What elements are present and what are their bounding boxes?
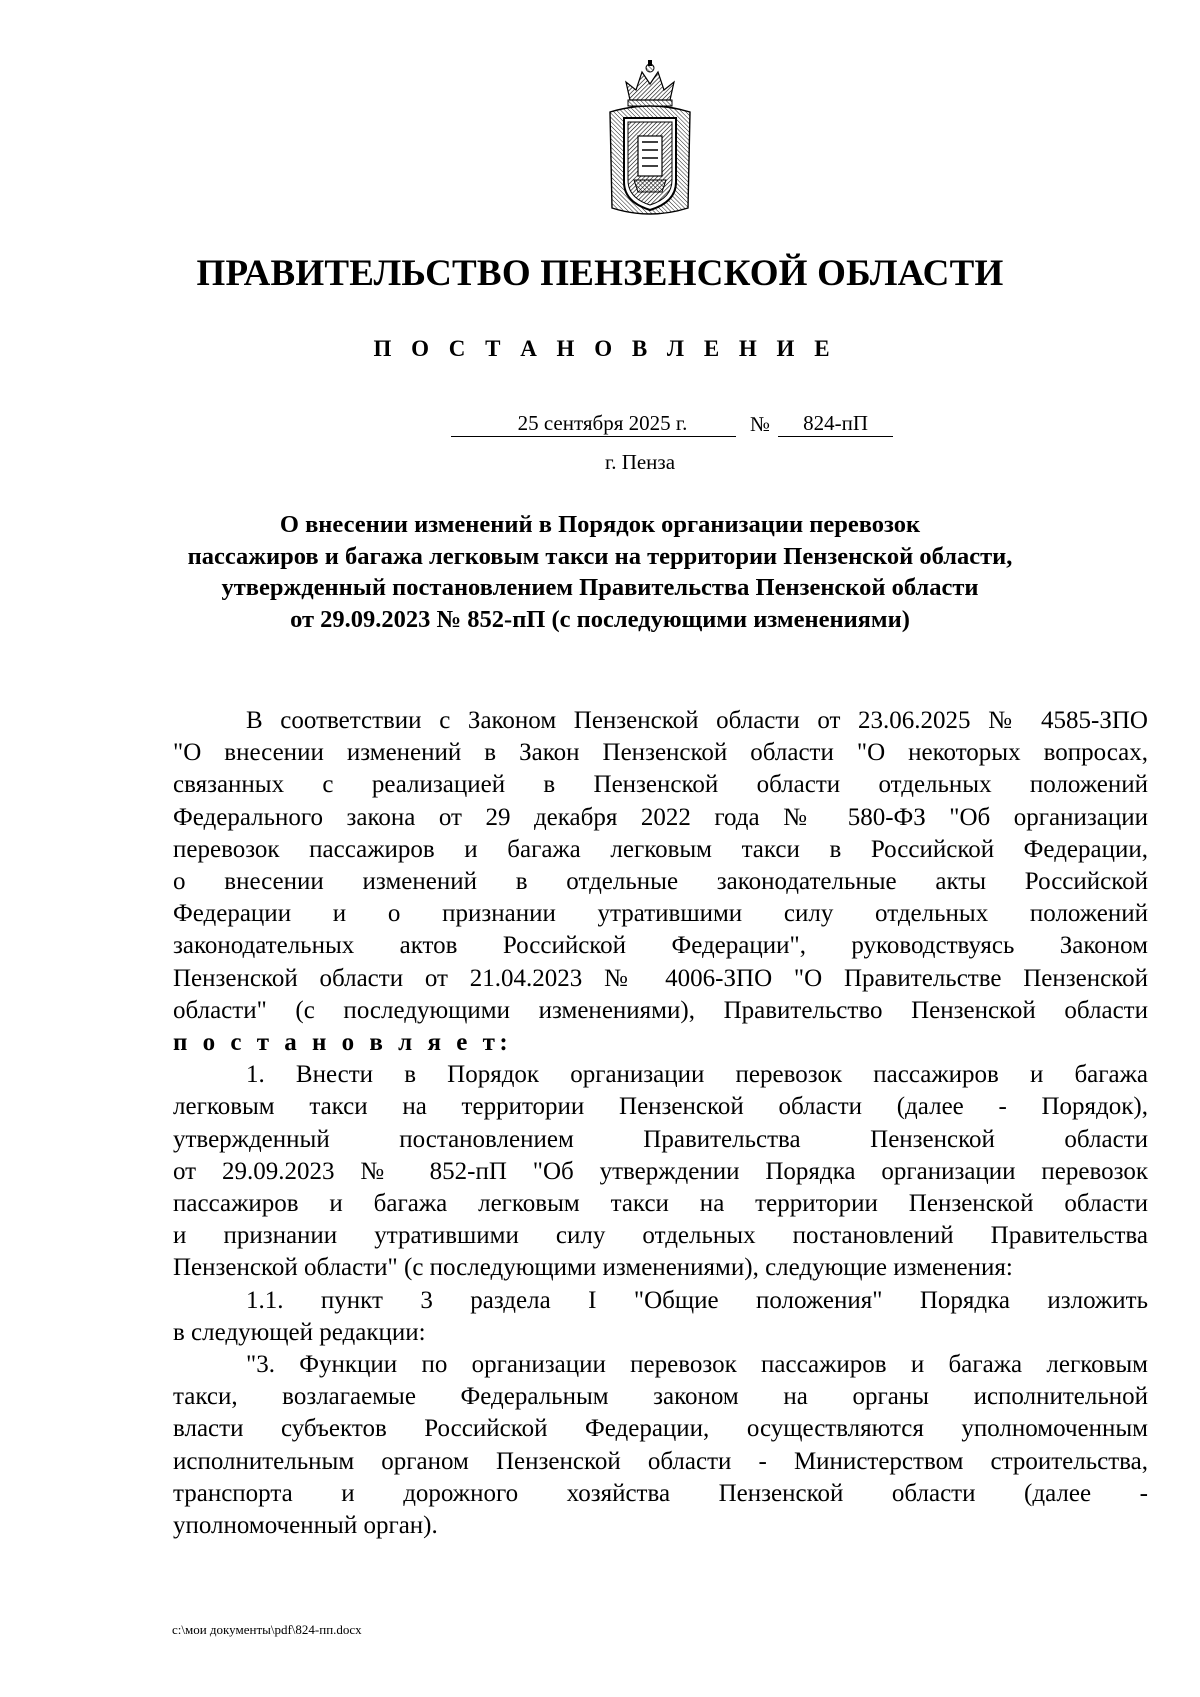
body-line: "3. Функции по организации перевозок пассажиров и багажа легковым — [246, 1351, 1148, 1379]
body-line: Пензенской области" (с последующими изменениями), следующие изменения: — [173, 1254, 1013, 1282]
body-line: области" (с последующими изменениями), Правительство Пензенской области — [173, 996, 1148, 1024]
body-line: 1. Внести в Порядок организации перевозок пассажиров и багажа — [246, 1061, 1148, 1089]
date-number-line — [451, 410, 893, 437]
subject-line: пассажиров и багажа легковым такси на территории Пензенской области, — [187, 542, 1013, 570]
subject-line: утвержденный постановлением Правительства Пензенской области — [221, 574, 979, 601]
body-line: 1.1. пункт 3 раздела I "Общие положения" Порядка изложить — [246, 1286, 1148, 1314]
footer-file-path: c:\мои документы\pdf\824-пп.docx — [172, 1622, 362, 1637]
document-city: г. Пенза — [604, 450, 676, 474]
body-line: "О внесении изменений в Закон Пензенской области "О некоторых вопросах, — [173, 739, 1148, 767]
body-line: уполномоченный орган). — [173, 1512, 438, 1540]
government-name: ПРАВИТЕЛЬСТВО ПЕНЗЕНСКОЙ ОБЛАСТИ — [196, 253, 1004, 294]
document-date: 25 сентября 2025 г. — [451, 410, 736, 437]
body-line: и признании утратившими силу отдельных постановлений Правительства — [173, 1222, 1148, 1250]
document-subject — [0, 509, 1200, 635]
subject-line: от 29.09.2023 № 852-пП (с последующими изменениями) — [290, 605, 910, 633]
body-line: в следующей редакции: — [173, 1318, 426, 1346]
item-1-1-paragraph — [173, 1285, 1148, 1349]
body-line: перевозок пассажиров и багажа легковым такси в Российской Федерации, — [173, 835, 1148, 863]
body-line: Федерального закона от 29 декабря 2022 года № 580-ФЗ "Об организации — [173, 803, 1148, 831]
body-line: Федерации и о признании утратившими силу отдельных положений — [173, 900, 1148, 928]
preamble-paragraph — [173, 705, 1148, 1059]
document-body — [173, 705, 1148, 1542]
body-line: пассажиров и багажа легковым такси на территории Пензенской области — [173, 1190, 1148, 1218]
body-line: такси, возлагаемые Федеральным законом на органы исполнительной — [173, 1383, 1148, 1411]
item-3-paragraph — [173, 1349, 1148, 1542]
document-number: 824-пП — [778, 410, 893, 437]
body-line: власти субъектов Российской Федерации, осуществляются уполномоченным — [173, 1415, 1148, 1443]
body-line: легковым такси на территории Пензенской области (далее - Порядок), — [173, 1093, 1148, 1121]
body-line: В соответствии с Законом Пензенской области от 23.06.2025 № 4585-ЗПО — [246, 707, 1148, 734]
number-sign: № — [750, 412, 771, 436]
document-type: П О С Т А Н О В Л Е Н И Е — [373, 336, 837, 361]
body-line: транспорта и дорожного хозяйства Пензенской области (далее - — [173, 1479, 1148, 1507]
body-line: утвержденный постановлением Правительства Пензенской области — [173, 1125, 1148, 1153]
body-line: связанных с реализацией в Пензенской области отдельных положений — [173, 771, 1148, 799]
item-1-paragraph — [173, 1059, 1148, 1284]
body-line: от 29.09.2023 № 852-пП "Об утверждении Порядка организации перевозок — [173, 1157, 1148, 1185]
body-line: Пензенской области от 21.04.2023 № 4006-ЗПО "О Правительстве Пензенской — [173, 964, 1148, 992]
body-line: законодательных актов Российской Федерации", руководствуясь Законом — [173, 932, 1148, 960]
body-line: о внесении изменений в отдельные законодательные акты Российской — [173, 868, 1148, 896]
body-line: исполнительным органом Пензенской области - Министерством строительства, — [173, 1447, 1148, 1475]
subject-line: О внесении изменений в Порядок организации перевозок — [279, 511, 921, 538]
decree-word: п о с т а н о в л я е т: — [173, 1029, 513, 1057]
pensa-region-coat-of-arms-icon — [604, 60, 696, 222]
